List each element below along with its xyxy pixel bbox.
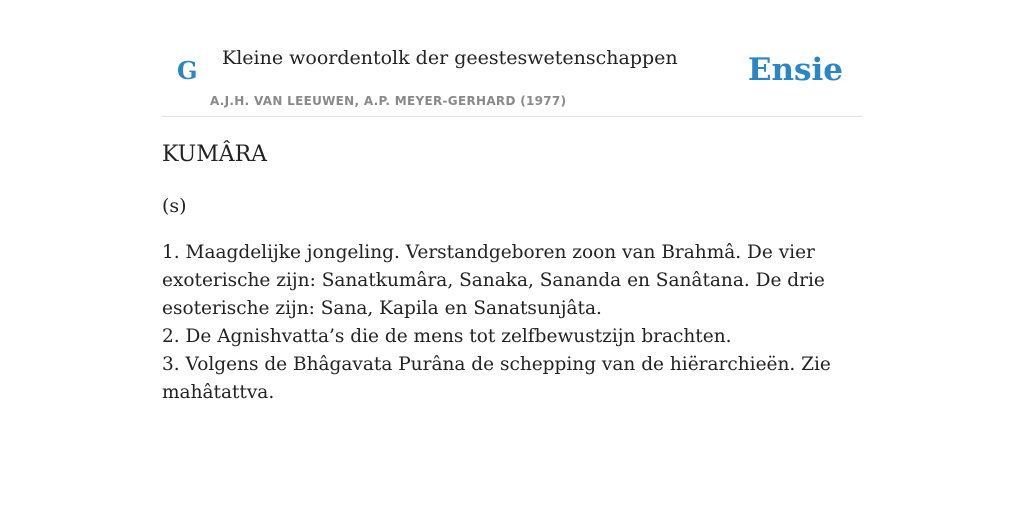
definition-item: 3. Volgens de Bhâgavata Purâna de schepping van de hiërarchieën. Zie mahâtattva.: [162, 354, 831, 403]
entry-part-of-speech: (s): [162, 195, 187, 217]
definition-item: 1. Maagdelijke jongeling. Verstandgeboren zoon van Brahmâ. De vier exoterische zijn: Sanatkumâra, Sanaka, Sananda en Sanâtana. De drie esoterische zijn: Sana, Kapila en Sanatsunjâta.: [162, 242, 825, 319]
book-logo-icon[interactable]: G: [177, 56, 198, 85]
definition-item: 2. De Agnishvatta’s die de mens tot zelfbewustzijn brachten.: [162, 326, 732, 347]
header: [162, 0, 862, 117]
entry-headword: KUMÂRA: [162, 142, 268, 167]
ensie-logo-link[interactable]: Ensie: [747, 52, 843, 88]
book-title-link[interactable]: Kleine woordentolk der geesteswetenschappen: [222, 47, 678, 69]
book-authors: A.J.H. VAN LEEUWEN, A.P. MEYER-GERHARD (1977): [210, 94, 567, 108]
page: [162, 0, 862, 403]
entry-definitions: [162, 239, 866, 407]
